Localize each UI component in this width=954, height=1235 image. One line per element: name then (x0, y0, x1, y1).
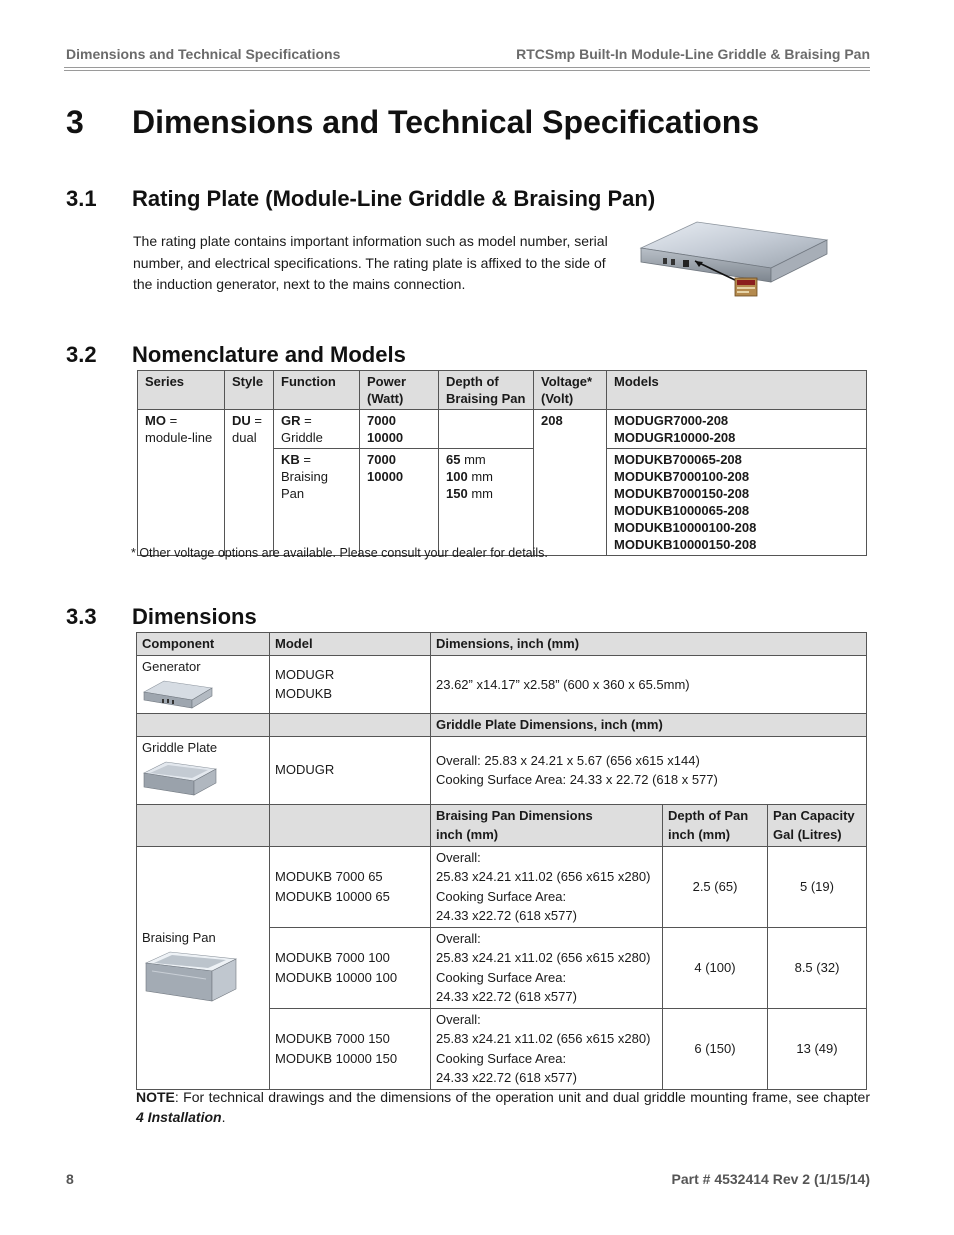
series-code: MO (145, 413, 166, 428)
header-line: Braising Pan Dimensions (436, 807, 593, 823)
model-code: MODUKB10000150-208 (614, 537, 757, 552)
col-header-model: Model (270, 633, 431, 656)
power-value: 10000 (367, 430, 404, 445)
dim-line: 24.33 x22.72 (618 x577) (436, 908, 577, 923)
nomenclature-header-row (138, 371, 867, 410)
col-header-dimensions: Dimensions, inch (mm) (431, 633, 867, 656)
power-griddle-cell (360, 410, 439, 449)
braising-pan-image (142, 949, 238, 1007)
braising-depth-cell: 4 (100) (663, 927, 768, 1008)
generator-rating-plate-image (637, 218, 829, 304)
note-end: . (221, 1109, 226, 1125)
dimensions-header-row (137, 633, 867, 656)
model-code: MODUGR10000-208 (614, 430, 736, 445)
braising-capacity-cell: 13 (49) (768, 1008, 867, 1089)
header-document-title: RTCSmp Built-In Module-Line Griddle & Braising Pan (516, 46, 870, 62)
section-3-2-title: Nomenclature and Models (132, 342, 406, 367)
depth-unit: mm (467, 486, 493, 501)
griddle-label: Griddle Plate (142, 739, 218, 755)
power-braising-cell (360, 449, 439, 556)
function-braising-code: KB (281, 452, 300, 467)
function-braising-cell (274, 449, 360, 556)
generator-dimensions-cell: 23.62” x14.17” x2.58” (600 x 360 x 65.5mm) (431, 655, 867, 714)
rating-plate-description: The rating plate contains important information such as model number, serial number, and electrical specifications. The rating plate is affixed to the side of the induction generator, next to the mains connection. (133, 233, 608, 292)
griddle-plate-image (142, 759, 218, 799)
header-rule (64, 67, 870, 68)
header-line: Depth of Pan (668, 807, 749, 823)
model-code: MODUKB 7000 150 (275, 1031, 390, 1046)
griddle-model-cell: MODUGR (270, 736, 431, 804)
section-3-1-title: Rating Plate (Module-Line Griddle & Braising Pan) (132, 186, 656, 211)
col-header-power: Power (Watt) (360, 371, 439, 410)
braising-row-65 (137, 846, 867, 927)
model-code: MODUKB 7000 100 (275, 950, 390, 965)
dim-line: Cooking Surface Area: (436, 888, 567, 904)
function-griddle-eq: = (300, 413, 312, 428)
col-header-style: Style (225, 371, 274, 410)
series-cell (138, 410, 225, 556)
griddle-cooking-area: Cooking Surface Area: 24.33 x 22.72 (618 x 577) (436, 772, 718, 787)
braising-capacity-cell: 5 (19) (768, 846, 867, 927)
chapter-title: Dimensions and Technical Specifications (132, 104, 760, 140)
dim-line: 24.33 x22.72 (618 x577) (436, 989, 577, 1004)
style-cell (225, 410, 274, 556)
braising-models-cell (270, 1008, 431, 1089)
generator-label: Generator (142, 658, 201, 674)
braising-dimensions-cell (431, 846, 663, 927)
depth-braising-cell (439, 449, 534, 556)
model-code: MODUKB1000065-208 (614, 503, 750, 518)
generator-image (142, 678, 214, 712)
function-braising-desc: Braising Pan (281, 469, 328, 501)
col-header-models: Models (607, 371, 867, 410)
generator-component-cell (137, 655, 270, 714)
generator-models-cell (270, 655, 431, 714)
model-code: MODUKB 10000 150 (275, 1050, 398, 1066)
dim-line: 25.83 x24.21 x11.02 (656 x615 x280) (436, 1031, 651, 1046)
model-code: MODUKB 10000 100 (275, 969, 398, 985)
chapter-4-link[interactable]: 4 Installation (136, 1109, 222, 1125)
model-code: MODUKB7000150-208 (614, 486, 750, 501)
part-number: Part # 4532414 Rev 2 (1/15/14) (671, 1171, 870, 1187)
model-code: MODUKB (275, 686, 333, 702)
depth-value: 150 (446, 486, 468, 501)
braising-depth-cell: 6 (150) (663, 1008, 768, 1089)
braising-header-row (137, 804, 867, 846)
function-griddle-code: GR (281, 413, 301, 428)
section-3-2-number: 3.2 (66, 342, 97, 367)
col-header-series: Series (138, 371, 225, 410)
note-text: : For technical drawings and the dimensions of the operation unit and dual griddle mounting frame, see chapter (174, 1089, 870, 1105)
installation-note (136, 1087, 870, 1127)
generator-row (137, 655, 867, 714)
section-3-3-title: Dimensions (132, 604, 257, 629)
dim-line: Overall: (436, 1011, 481, 1027)
note-label: NOTE (136, 1089, 175, 1105)
header-line: Pan Capacity (773, 807, 855, 823)
series-desc: module-line (145, 430, 213, 445)
col-header-voltage: Voltage* (Volt) (534, 371, 607, 410)
function-braising-eq: = (299, 452, 311, 467)
nomenclature-row-griddle (138, 410, 867, 449)
braising-models-cell (270, 846, 431, 927)
griddle-row (137, 736, 867, 804)
col-header-function: Function (274, 371, 360, 410)
col-header-depth: Depth of Braising Pan (439, 371, 534, 410)
braising-capacity-cell: 8.5 (32) (768, 927, 867, 1008)
function-griddle-desc: Griddle (281, 430, 323, 445)
style-code: DU (232, 413, 251, 428)
function-griddle-cell (274, 410, 360, 449)
dim-line: 25.83 x24.21 x11.02 (656 x615 x280) (436, 869, 651, 884)
header-rule-double (64, 70, 870, 71)
braising-dimensions-cell (431, 927, 663, 1008)
model-code: MODUKB700065-208 (614, 452, 742, 467)
nomenclature-table (137, 370, 867, 556)
style-eq: = (250, 413, 262, 428)
page-number: 8 (66, 1171, 74, 1187)
model-code: MODUKB10000100-208 (614, 520, 757, 535)
model-code: MODUKB 7000 65 (275, 869, 383, 884)
dim-line: Overall: (436, 849, 481, 865)
griddle-header-row (137, 714, 867, 737)
power-value: 7000 (367, 413, 396, 428)
depth-griddle-cell (439, 410, 534, 449)
dim-line: Cooking Surface Area: (436, 969, 567, 985)
braising-depth-cell: 2.5 (65) (663, 846, 768, 927)
voltage-cell: 208 (534, 410, 607, 556)
header-section-title: Dimensions and Technical Specifications (66, 46, 341, 62)
depth-unit: mm (467, 469, 493, 484)
depth-unit: mm (460, 452, 486, 467)
header-line: inch (mm) (436, 827, 499, 842)
power-value: 7000 (367, 452, 396, 467)
dim-line: Overall: (436, 930, 481, 946)
section-3-1-number: 3.1 (66, 186, 97, 211)
braising-component-cell (137, 846, 270, 1089)
dim-line: Cooking Surface Area: (436, 1050, 567, 1066)
griddle-overall: Overall: 25.83 x 24.21 x 5.67 (656 x615 x144) (436, 752, 700, 768)
dim-line: 25.83 x24.21 x11.02 (656 x615 x280) (436, 950, 651, 965)
series-eq: = (165, 413, 178, 428)
depth-value: 65 (446, 452, 461, 467)
griddle-component-cell (137, 736, 270, 804)
model-code: MODUGR (275, 666, 335, 682)
model-code: MODUGR7000-208 (614, 413, 729, 428)
style-desc: dual (232, 430, 257, 445)
voltage-footnote: * Other voltage options are available. Please consult your dealer for details. (131, 546, 548, 560)
braising-depth-header (663, 804, 768, 846)
header-line: inch (mm) (668, 827, 731, 842)
models-griddle-cell (607, 410, 867, 449)
chapter-number: 3 (66, 104, 84, 140)
braising-capacity-header (768, 804, 867, 846)
braising-dimensions-cell (431, 1008, 663, 1089)
dimensions-table (136, 632, 867, 1090)
griddle-dimensions-header: Griddle Plate Dimensions, inch (mm) (431, 714, 867, 737)
griddle-dimensions-cell (431, 736, 867, 804)
header-line: Gal (Litres) (773, 827, 842, 842)
model-code: MODUKB 10000 65 (275, 888, 390, 904)
braising-models-cell (270, 927, 431, 1008)
dim-line: 24.33 x22.72 (618 x577) (436, 1070, 577, 1085)
section-3-3-number: 3.3 (66, 604, 97, 629)
depth-value: 100 (446, 469, 468, 484)
col-header-component: Component (137, 633, 270, 656)
power-value: 10000 (367, 469, 404, 484)
braising-label: Braising Pan (142, 929, 216, 945)
model-code: MODUKB7000100-208 (614, 469, 750, 484)
models-braising-cell (607, 449, 867, 556)
braising-dimensions-header (431, 804, 663, 846)
